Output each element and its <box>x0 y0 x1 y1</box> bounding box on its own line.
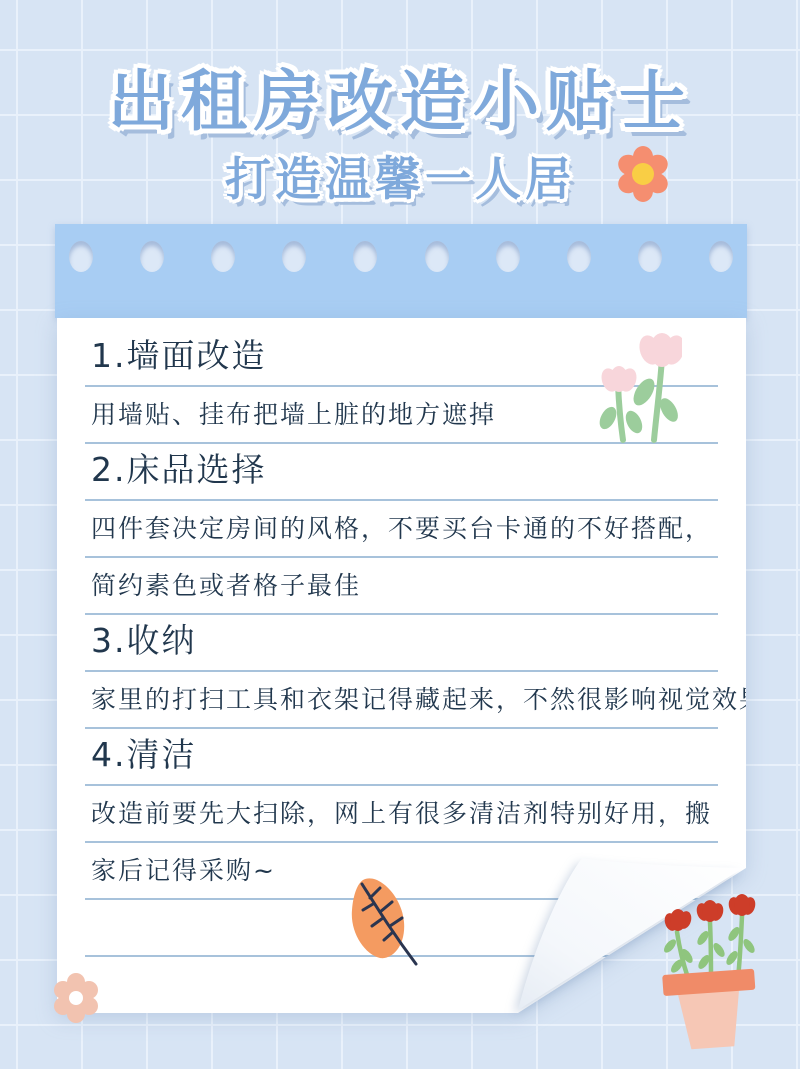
orange-leaf-icon <box>340 870 432 974</box>
section-text: 用墙贴、挂布把墙上脏的地方遮掉 <box>91 400 497 429</box>
section-text: 四件套决定房间的风格，不要买台卡通的不好搭配， <box>91 514 713 543</box>
binding-hole <box>425 241 449 272</box>
section-text: 家后记得采购~ <box>91 856 276 885</box>
note-row <box>85 672 767 729</box>
binding-hole <box>496 241 520 272</box>
daisy-icon <box>616 146 670 202</box>
mini-flower-icon <box>50 970 102 1026</box>
section-text: 家里的打扫工具和衣架记得藏起来，不然很影响视觉效果 <box>91 685 767 714</box>
binding-hole <box>211 241 235 272</box>
binding-hole <box>638 241 662 272</box>
notebook-binding-band <box>55 224 747 318</box>
section-text <box>85 944 91 955</box>
section-text: 改造前要先大扫除，网上有很多清洁剂特别好用，搬 <box>91 799 713 828</box>
note-row <box>85 444 718 501</box>
note-row <box>85 786 718 843</box>
note-row <box>85 729 718 786</box>
binding-hole <box>69 241 93 272</box>
binding-hole <box>282 241 306 272</box>
binding-hole <box>353 241 377 272</box>
binding-hole <box>567 241 591 272</box>
note-row <box>85 558 718 615</box>
pink-tulips-icon <box>582 328 682 446</box>
section-text: 简约素色或者格子最佳 <box>91 571 362 600</box>
binding-hole <box>140 241 164 272</box>
section-heading: 2.床品选择 <box>91 450 267 489</box>
binding-hole <box>709 241 733 272</box>
page-title: 出租房改造小贴士 <box>108 63 692 140</box>
section-heading: 3.收纳 <box>91 621 197 660</box>
note-row <box>85 501 718 558</box>
section-heading: 1.墙面改造 <box>91 336 267 375</box>
page-subtitle: 打造温馨一人居 <box>225 152 575 206</box>
section-heading: 4.清洁 <box>91 735 197 774</box>
note-row <box>85 615 718 672</box>
potted-tulips-icon <box>650 890 768 1052</box>
